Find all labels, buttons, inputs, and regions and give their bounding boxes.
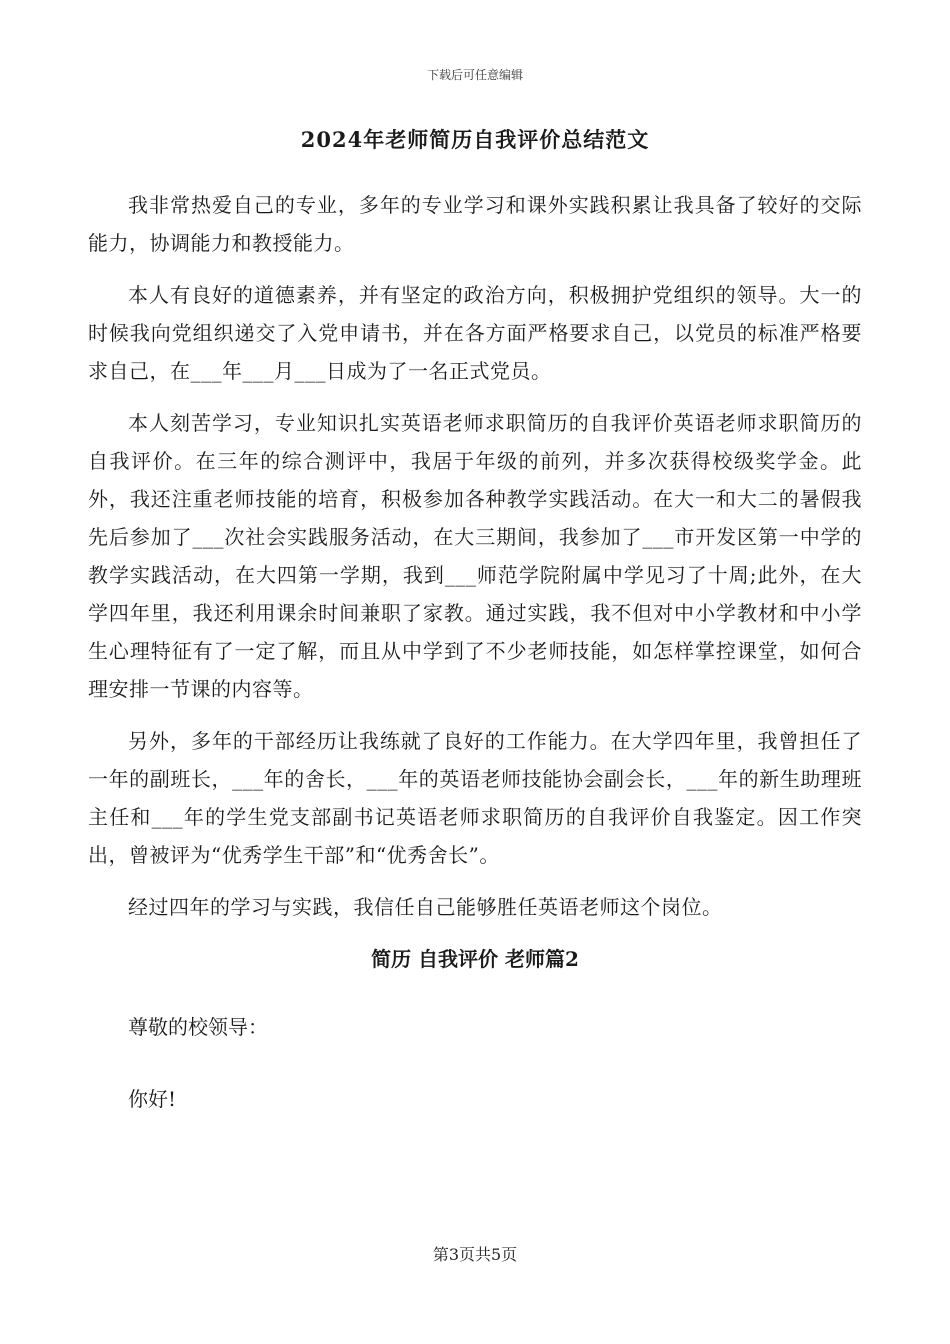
salutation: 尊敬的校领导： — [128, 1015, 268, 1039]
paragraph-1: 我非常热爱自己的专业，多年的专业学习和课外实践积累让我具备了较好的交际能力，协调能力和教授能力。 — [88, 193, 862, 255]
document-body — [88, 120, 862, 1152]
page-number: 第3页共5页 — [432, 1245, 518, 1264]
header-note: 下载后可任意编辑 — [426, 68, 523, 82]
paragraph-4: 另外，多年的干部经历让我练就了良好的工作能力。在大学四年里，我曾担任了一年的副班长，___年的舍长，___年的英语老师技能协会副会长，___年的新生助理班主任和___年的学生党支部副书记英语老师求职简历的自我评价自我鉴定。因工作突出，曾被评为“优秀学生干部”和“优秀舍长”。 — [88, 729, 862, 867]
greeting: 你好! — [128, 1087, 177, 1111]
paragraph-5: 经过四年的学习与实践，我信任自己能够胜任英语老师这个岗位。 — [128, 895, 723, 919]
paragraph-2: 本人有良好的道德素养，并有坚定的政治方向，积极拥护党组织的领导。大一的时候我向党组织递交了入党申请书，并在各方面严格要求自己，以党员的标准严格要求自己，在___年___月___日成为了一名正式党员。 — [88, 283, 862, 383]
paragraph-3: 本人刻苦学习，专业知识扎实英语老师求职简历的自我评价英语老师求职简历的自我评价。在三年的综合测评中，我居于年级的前列，并多次获得校级奖学金。此外，我还注重老师技能的培育，积极参加各种教学实践活动。在大一和大二的暑假我先后参加了___次社会实践服务活动，在大三期间，我参加了___市开发区第一中学的教学实践活动，在大四第一学期，我到___师范学院附属中学见习了十周;此外，在大学四年里，我还利用课余时间兼职了家教。通过实践，我不但对中小学教材和中小学生心理特征有了一定了解，而且从中学到了不少老师技能，如怎样掌控课堂，如何合理安排一节课的内容等。 — [88, 411, 862, 701]
section-2-title: 简历 自我评价 老师篇2 — [371, 947, 579, 971]
document-title: 2024年老师简历自我评价总结范文 — [300, 127, 650, 152]
